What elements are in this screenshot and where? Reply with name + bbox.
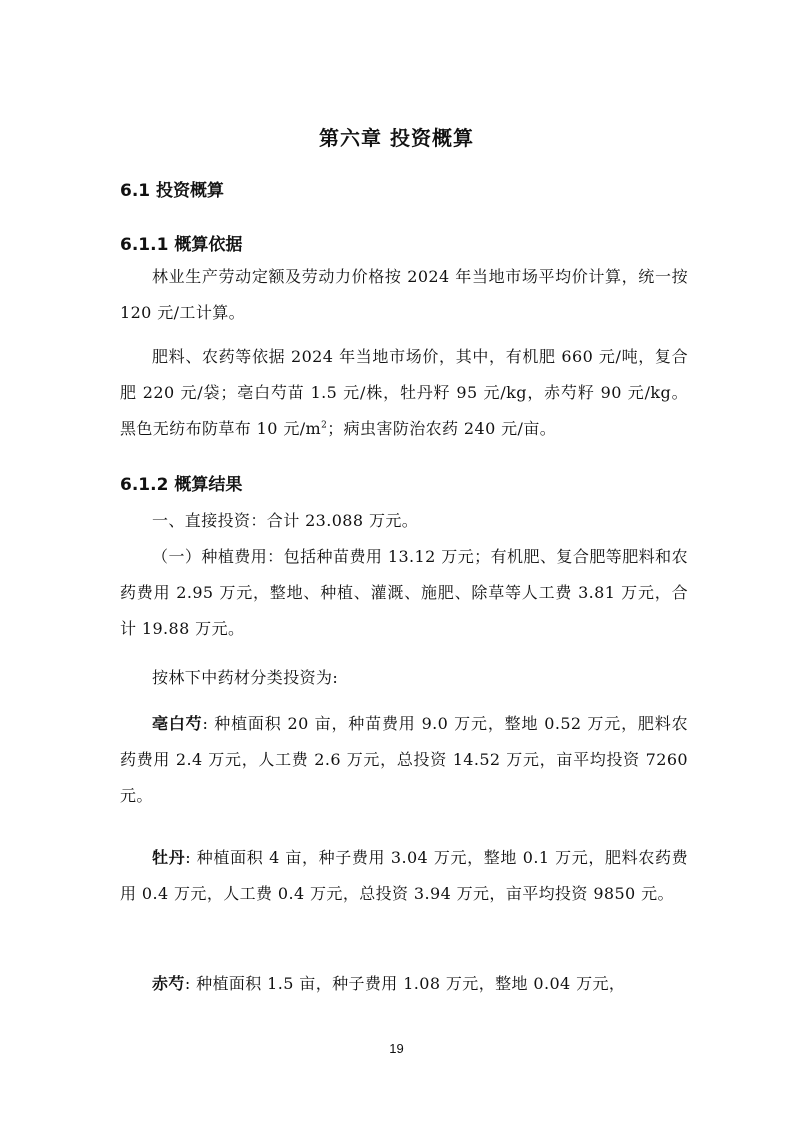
herb-chishao-text: : 种植面积 1.5 亩，种子费用 1.08 万元，整地 0.04 万元， [184, 974, 626, 993]
section-heading-6-1: 6.1 投资概算 [120, 181, 225, 201]
herb-chishao-name: 赤芍 [152, 974, 185, 993]
herb-mudan-paragraph [120, 840, 688, 912]
herb-mudan-text: : 种植面积 4 亩，种子费用 3.04 万元，整地 0.1 万元，肥料农药费用 0.4 万元，人工费 0.4 万元，总投资 3.94 万元，亩平均投资 9850 元。 [120, 848, 688, 903]
herb-baishao-name: 亳白芍 [152, 714, 203, 733]
section-heading-6-1-1: 6.1.1 概算依据 [120, 235, 243, 255]
materials-text-a: 肥料、农药等依据 2024 年当地市场价，其中，有机肥 660 元/吨，复合肥 220 元/袋；亳白芍苗 1.5 元/株，牡丹籽 95 元/kg，赤芍籽 90 元/kg。黑色无纺布防草布 10 元/m [120, 347, 688, 438]
herb-baishao-paragraph [120, 706, 688, 814]
section-heading-6-1-2: 6.1.2 概算结果 [120, 475, 243, 495]
materials-text-b: ；病虫害防治农药 240 元/亩。 [327, 419, 557, 438]
superscript-2: 2 [321, 420, 328, 431]
herb-chishao-paragraph [120, 966, 688, 1002]
direct-investment-paragraph: 一、直接投资：合计 23.088 万元。 [152, 511, 419, 530]
chapter-title: 第六章 投资概算 [319, 126, 474, 150]
classification-intro: 按林下中药材分类投资为: [152, 668, 339, 687]
herb-baishao-text: : 种植面积 20 亩，种苗费用 9.0 万元，整地 0.52 万元，肥料农药费用 2.4 万元，人工费 2.6 万元，总投资 14.52 万元，亩平均投资 7260 元。 [120, 714, 689, 805]
page-number: 19 [389, 1041, 404, 1056]
planting-cost-paragraph: （一）种植费用：包括种苗费用 13.12 万元；有机肥、复合肥等肥料和农药费用 2.95 万元，整地、种植、灌溉、施肥、除草等人工费 3.81 万元，合计 19.88 万元。 [120, 547, 688, 638]
materials-price-paragraph [120, 339, 688, 447]
herb-mudan-name: 牡丹 [152, 848, 186, 867]
labor-cost-paragraph: 林业生产劳动定额及劳动力价格按 2024 年当地市场平均价计算，统一按 120 元/工计算。 [120, 267, 688, 322]
